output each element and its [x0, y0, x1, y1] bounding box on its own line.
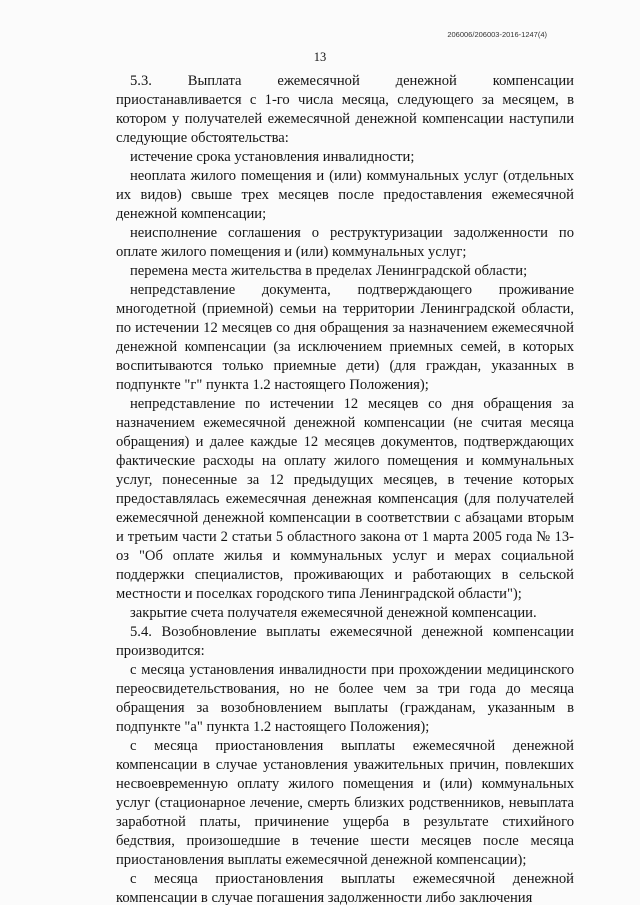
- list-item-residence-document: непредставление документа, подтверждающего проживание многодетной (приемной) семьи на территории Ленинградской области, по истечении 12 месяцев со дня обращения за назначением ежемесячной денежной компенсации (за исключением приемных семей, в которых воспитываются только приемные дети) (для граждан, указанных в подпункте "г" пункта 1.2 настоящего Положения);: [116, 282, 574, 393]
- paragraph-5-3: 5.3. Выплата ежемесячной денежной компенсации приостанавливается с 1-го числа месяца, следующего за месяцем, в котором у получателей ежемесячной денежной компенсации наступили следующие обстоятельства:: [116, 73, 574, 146]
- document-body: [116, 72, 574, 908]
- list-item-debt-repayment: с месяца приостановления выплаты ежемесячной денежной компенсации в случае погашения задолженности либо заключения: [116, 871, 574, 906]
- paragraph-5-4: 5.4. Возобновление выплаты ежемесячной денежной компенсации производится:: [116, 624, 574, 659]
- page-number: 13: [313, 50, 327, 64]
- document-id: 206006/206003-2016-1247(4): [447, 30, 547, 39]
- list-item-residence-change: перемена места жительства в пределах Ленинградской области;: [130, 263, 528, 279]
- list-item-expense-documents: непредставление по истечении 12 месяцев со дня обращения за назначением ежемесячной денежной компенсации (не считая месяца обращения) и далее каждые 12 месяцев документов, подтверждающих фактические расходы на оплату жилого помещения и коммунальных услуг, понесенные за 12 предыдущих месяцев, в течение которых предоставлялась ежемесячная денежная компенсация (для получателей ежемесячной денежной компенсации в соответствии с абзацами вторым и третьим части 2 статьи 5 областного закона от 1 марта 2005 года № 13-оз "Об оплате жилья и коммунальных услуг и мерах социальной поддержки специалистов, проживающих и работающих в сельской местности и поселках городского типа Ленинградской области");: [116, 396, 574, 602]
- list-item-account-closure: закрытие счета получателя ежемесячной денежной компенсации.: [130, 605, 537, 621]
- list-item-reexamination: с месяца установления инвалидности при прохождении медицинского переосвидетельствования, но не более чем за три года до месяца обращения за возобновлением выплаты (гражданам, указанным в подпункте "а" пункта 1.2 настоящего Положения);: [116, 662, 574, 735]
- list-item-valid-reasons: с месяца приостановления выплаты ежемесячной денежной компенсации в случае установления уважительных причин, повлекших несвоевременную оплату жилого помещения и (или) коммунальных услуг (стационарное лечение, смерть близких родственников, невыплата заработной платы, причинение ущерба в результате стихийного бедствия, произошедшие в течение шести месяцев после месяца приостановления выплаты ежемесячной денежной компенсации);: [116, 738, 574, 868]
- list-item-restructuring-breach: неисполнение соглашения о реструктуризации задолженности по оплате жилого помещения и (или) коммунальных услуг;: [116, 225, 574, 260]
- list-item-disability-expiry: истечение срока установления инвалидности;: [130, 149, 415, 165]
- list-item-nonpayment: неоплата жилого помещения и (или) коммунальных услуг (отдельных их видов) свыше трех месяцев после предоставления ежемесячной денежной компенсации;: [116, 168, 574, 222]
